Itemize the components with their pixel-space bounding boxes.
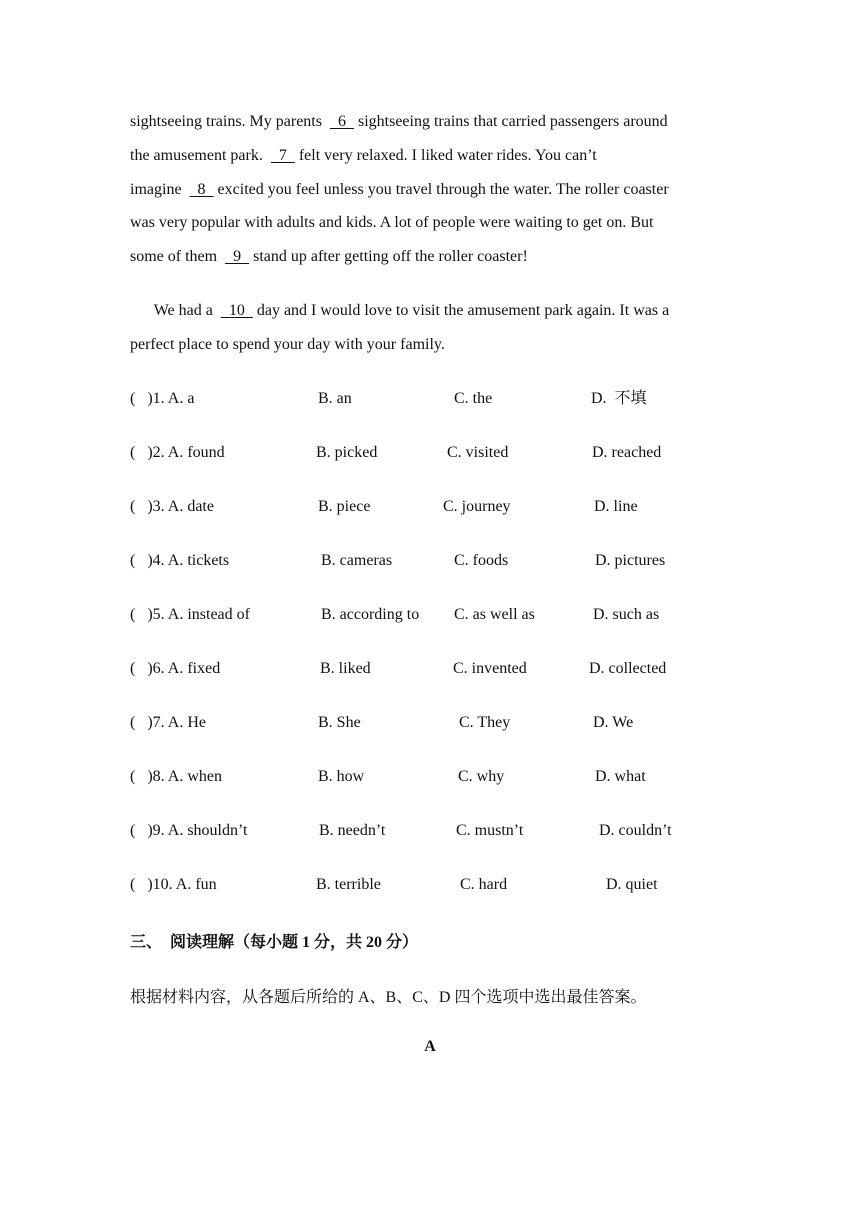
passage-line — [130, 335, 445, 355]
blank-number: 6 — [329, 113, 354, 130]
question-option-a: ( )7. A. He — [130, 714, 206, 731]
question-option-a: ( )4. A. tickets — [130, 552, 230, 569]
blank-number: 10 — [220, 302, 253, 319]
passage-text-segment: stand up after getting off the roller coaster! — [249, 248, 528, 265]
question-option-d: D. We — [593, 714, 634, 731]
question-option-b: B. how — [318, 768, 365, 785]
passage-text-segment: some of them — [130, 248, 226, 265]
passage-text-segment: day and I would love to visit the amusement park again. It was a — [252, 302, 670, 319]
question-option-a: ( )8. A. when — [130, 768, 222, 785]
passage-text-segment: imagine — [130, 181, 190, 198]
question-option-a: ( )1. A. a — [130, 390, 195, 407]
question-option-c: C. as well as — [454, 606, 535, 623]
question-option-a: ( )2. A. found — [130, 444, 225, 461]
question-option-d: D. such as — [593, 606, 660, 623]
question-option-d: D. couldn’t — [599, 822, 672, 839]
question-option-d: D. line — [594, 498, 638, 515]
question-option-d: D. reached — [592, 444, 662, 461]
passage-line — [130, 180, 669, 200]
passage-text-segment: excited you feel unless you travel through the water. The roller coaster — [213, 181, 669, 198]
section-instruction: 根据材料内容，从各题后所给的 A、B、C、D 四个选项中选出最佳答案。 — [130, 989, 647, 1006]
passage-text-segment: perfect place to spend your day with your family. — [130, 336, 445, 353]
question-option-c: C. mustn’t — [456, 822, 524, 839]
question-option-d: D. quiet — [606, 876, 658, 893]
question-option-d: D. what — [595, 768, 646, 785]
passage-line — [130, 213, 653, 233]
blank-number: 9 — [225, 248, 250, 265]
question-option-d: D. collected — [589, 660, 667, 677]
question-option-d: D. pictures — [595, 552, 666, 569]
passage-line — [130, 247, 528, 267]
section-heading: 三、 阅读理解（每小题 1 分，共 20 分） — [130, 934, 419, 951]
passage-text-segment: sightseeing trains. My parents — [130, 113, 330, 130]
question-option-c: C. foods — [454, 552, 509, 569]
question-option-d: D. 不填 — [591, 390, 647, 407]
passage-text-segment: was very popular with adults and kids. A lot of people were waiting to get on. But — [130, 214, 654, 231]
question-option-b: B. picked — [316, 444, 378, 461]
question-option-c: C. They — [459, 714, 511, 731]
question-option-a: ( )6. A. fixed — [130, 660, 221, 677]
question-option-c: C. the — [454, 390, 493, 407]
passage-text-segment: sightseeing trains that carried passengers around — [353, 113, 668, 130]
question-option-b: B. terrible — [316, 876, 381, 893]
question-option-c: C. invented — [453, 660, 527, 677]
question-option-a: ( )10. A. fun — [130, 876, 217, 893]
blank-number: 7 — [270, 147, 295, 164]
question-option-a: ( )5. A. instead of — [130, 606, 250, 623]
passage-line — [130, 301, 669, 321]
question-option-b: B. cameras — [321, 552, 393, 569]
passage-line — [130, 112, 668, 132]
passage-label: A — [424, 1038, 436, 1055]
blank-number: 8 — [189, 181, 214, 198]
question-option-c: C. journey — [443, 498, 511, 515]
passage-text-segment: the amusement park. — [130, 147, 271, 164]
question-option-c: C. hard — [460, 876, 508, 893]
question-option-b: B. needn’t — [319, 822, 386, 839]
passage-line — [130, 146, 597, 166]
question-option-c: C. visited — [447, 444, 509, 461]
question-option-b: B. according to — [321, 606, 420, 623]
question-option-b: B. piece — [318, 498, 371, 515]
passage-text-segment: We had a — [130, 302, 221, 319]
question-option-a: ( )3. A. date — [130, 498, 214, 515]
question-option-b: B. an — [318, 390, 352, 407]
passage-text-segment: felt very relaxed. I liked water rides. You can’t — [294, 147, 597, 164]
question-option-c: C. why — [458, 768, 505, 785]
question-option-a: ( )9. A. shouldn’t — [130, 822, 248, 839]
question-option-b: B. liked — [320, 660, 371, 677]
question-option-b: B. She — [318, 714, 361, 731]
